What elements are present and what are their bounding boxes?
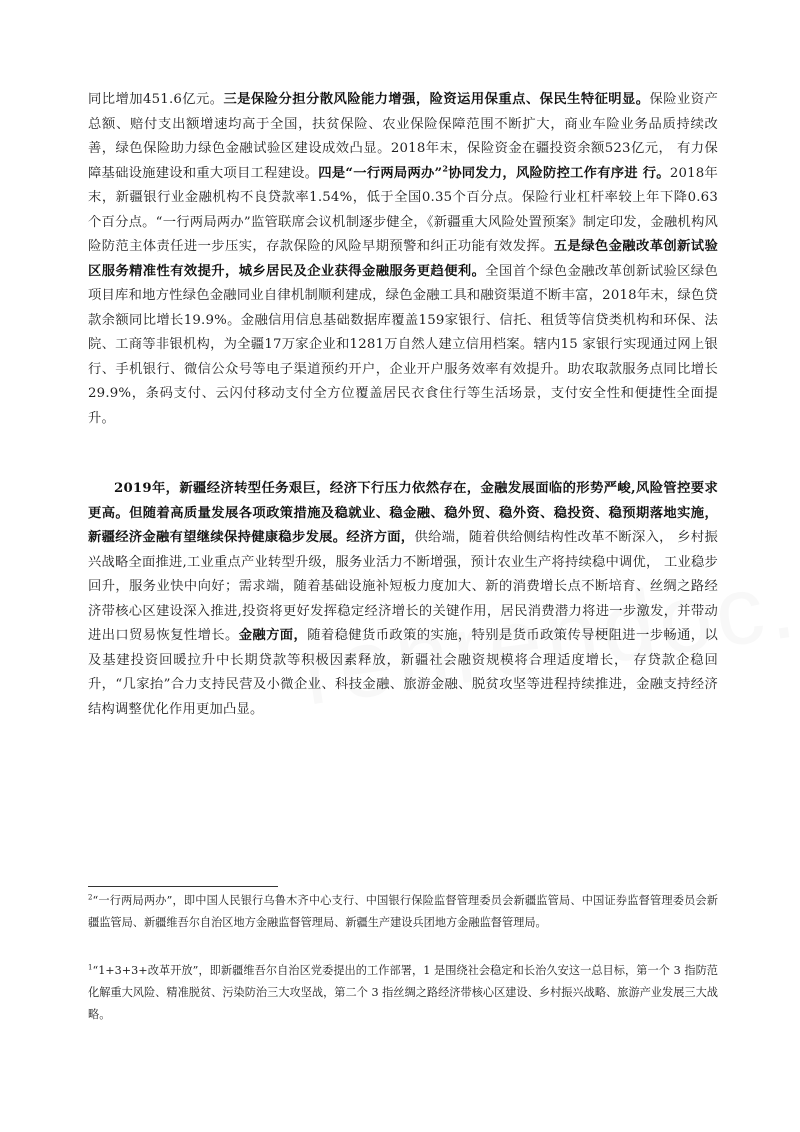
footnote-mark: 1 xyxy=(88,963,93,972)
bold-heading-insurance: 三是保险分担分散风险能力增强，险资运用保重点、保民生特征明显。 xyxy=(223,92,650,107)
footnote-ref-2[interactable]: 2 xyxy=(442,163,449,174)
footnote-text: “1+3+3+改革开放”，即新疆维吾尔自治区党委提出的工作部署，1 是围绕社会稳定和长治久安这一总目标，第一个 3 指防范化解重大风险、精准脱贫、污染防治三大攻坚战，第二个 3 指丝绸之路经济带核心区建设、乡村振兴战略、旅游产业发展三大战略。 xyxy=(88,964,718,1021)
bold-heading-finance: 金融方面， xyxy=(238,628,308,643)
bold-heading-risk-control xyxy=(318,163,670,181)
text-run: 随着稳健货币政策的实施，特别是货币政策传导梗阻进一步畅通，以及基建投资回暖拉升中长期贷款等积极因素释放，新疆社会融资规模将合理适度增长， 存贷款企稳回升，“几家抬”合力支持民营及小微企业、科技金融、旅游金融、脱贫攻坚等进程持续推进，金融支持经济结构调整优化作用更加凸显。 xyxy=(88,628,718,717)
text-run: 全国首个绿色金融改革创新试验区绿色项目库和地方性绿色金融同业自律机制顺利建成，绿色金融工具和融资渠道不断丰富，2018年末，绿色贷款余额同比增长19.9%。金融信用信息基础数据库覆盖159家银行、信托、租赁等信贷类机构和环保、法院、工商等非银机构，为全疆17万家企业和1281万自然人建立信用档案。辖内15 家银行实现通过网上银行、手机银行、微信公众号等电子渠道预约开户，企业开户服务效率有效提升。助农取款服务点同比增长29.9%，条码支付、云闪付移动支付全方位覆盖居民衣食住行等生活场景，支付安全性和便捷性全面提升。 xyxy=(88,263,718,426)
footnote-separator xyxy=(88,886,278,887)
footnote-1 xyxy=(88,890,718,934)
bold-run: 协同发力，风险防控工作有序进 行。 xyxy=(448,165,670,181)
text-run: 保险业资产总额、赔付支出额增速均高于全国，扶贫保险、农业保险保障范围不断扩大，商业车险业务品质持续改善，绿色保险助力绿色金融试验区建设成效凸显。2018年末，保险资金在疆投资余额523亿元， 有力保障基础设施建设和重大项目工程建设。 xyxy=(88,92,719,181)
footnote-text: “一行两局两办”，即中国人民银行乌鲁木齐中心支行、中国银行保险监督管理委员会新疆监管局、中国证券监督管理委员会新疆监管局、新疆维吾尔自治区地方金融监督管理局、新疆生产建设兵团地方金融监督管理局。 xyxy=(88,894,718,929)
footnote-2 xyxy=(88,960,718,1026)
text-run: 供给端，随着供给侧结构性改革不断深入， 乡村振兴战略全面推进,工业重点产业转型升级，服务业活力不断增强，预计农业生产将持续稳中调优， 工业稳步回升，服务业快中向好；需求端，随着基础设施补短板力度加大、新的消费增长点不断培育、丝绸之路经济带核心区建设深入推进,投资将更好发挥稳定经济增长的关键作用，居民消费潜力将进一步激发，并带动进出口贸易恢复性增长。 xyxy=(88,530,718,643)
bold-heading-economy: 经济方面， xyxy=(346,530,415,545)
bold-heading-green-finance: 五是绿色金融改革创新试验区服务精准性有效提升，城乡居民及企业获得金融服务更趋便利。 xyxy=(88,239,718,279)
footnote-mark: 2 xyxy=(88,893,93,902)
bold-run: 四是“一行两局两办” xyxy=(318,165,443,181)
body-paragraph-1 xyxy=(88,88,718,431)
body-paragraph-2 xyxy=(88,477,718,722)
text-run: 2018年末，新疆银行业金融机构不良贷款率1.54%，低于全国0.35个百分点。保险行业杠杆率较上年下降0.63个百分点。“一行两局两办”监管联席会议机制逐步健全，《新疆重大风险处置预案》制定印发，金融机构风险防范主体责任进一步压实，存款保险的风险早期预警和纠正功能有效发挥。 xyxy=(88,165,719,254)
text-run: 同比增加451.6亿元。 xyxy=(88,92,224,107)
bold-outlook-summary: 2019年，新疆经济转型任务艰巨，经济下行压力依然存在，金融发展面临的形势严峻,风险管控要求更高。但随着高质量发展各项政策措施及稳就业、稳金融、稳外贸、稳外资、稳投资、稳预期落地实施，新疆经济金融有望继续保持健康稳步发展。 xyxy=(88,481,718,545)
